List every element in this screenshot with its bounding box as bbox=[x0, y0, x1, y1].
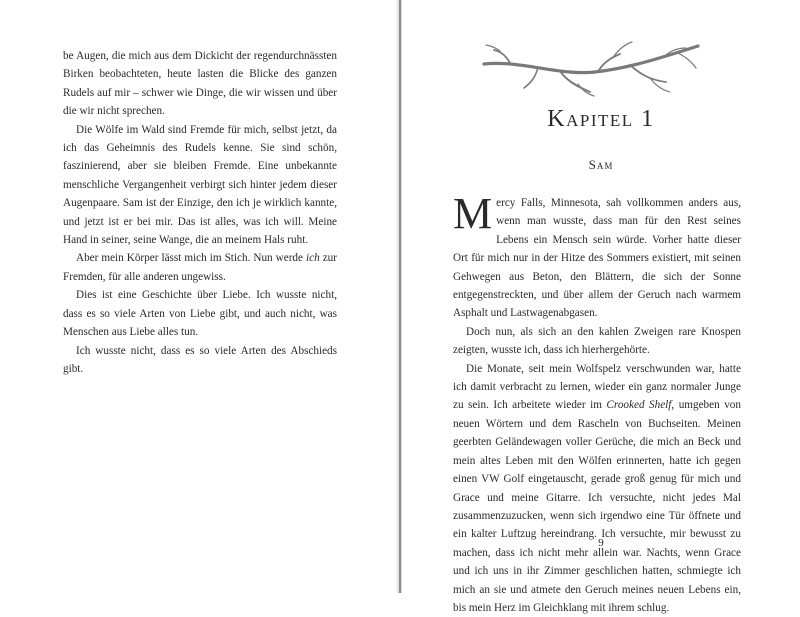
left-page-text bbox=[63, 47, 337, 378]
right-page-text bbox=[453, 189, 741, 617]
left-paragraph-3 bbox=[63, 249, 337, 286]
book-title-italic: Crooked Shelf bbox=[606, 399, 672, 412]
left-paragraph-3-suffix: zur Fremden, für alle anderen ungewiss. bbox=[63, 252, 337, 283]
right-paragraph-3-prefix: Die Monate, seit mein Wolfspelz verschwunden war, hatte ich damit verbracht zu lernen, wieder ein ganz normaler Junge zu sein. Ich arbeitete wieder im bbox=[453, 362, 741, 412]
page-number: 9 bbox=[598, 537, 604, 549]
right-paragraph-2: Doch nun, als sich an den kahlen Zweigen rare Knospen zeigten, wusste ich, dass ich hierhergehörte. bbox=[453, 325, 741, 357]
left-paragraph-3-prefix: Aber mein Körper lässt mich im Stich. Nun werde bbox=[76, 252, 307, 265]
right-paragraph-3-suffix: , umgeben von neuen Wörtern und dem Rascheln von Buchseiten. Meinen geerbten Geländewagen voller Gerüche, die mich an Beck und mein altes Leben mit den Wölfen erinnerten, hatte ich gegen einen VW Golf eingetauscht, gerade groß genug für mich und Grace und meine Gitarre. Ich versuchte, nicht jedes Mal zusammenzuzucken, wenn sich irgendwo eine Tür öffnete und ein kalter Luftzug hereindrang. Ich versuchte, mir bewusst zu machen, dass ich nicht mehr allein war. Nachts, wenn Grace und ich uns in ihr Zimmer geschlichen hatten, schmiegte ich mich an sie und atmete den Geruch meines neuen Lebens ein, bis mein Herz im Gleichklang mit ihrem schlug. bbox=[453, 399, 741, 614]
chapter-title: Kapitel 1 bbox=[547, 106, 655, 132]
branch-ornament-icon bbox=[480, 38, 702, 98]
left-page bbox=[0, 0, 398, 593]
left-paragraph-2: Die Wölfe im Wald sind Fremde für mich, selbst jetzt, da ich das Geheimnis des Rudels kenne. Sie sind schön, faszinierend, aber sie bleiben Fremde. Eine unbekannte menschliche Vergangenheit verbirgt sich hinter jedem dieser Augenpaare. Sam ist der Einzige, den ich je wirklich kannte, und jetzt ist er bei mir. Das ist alles, was ich will. Meine Hand in seiner, seine Wange, die an meinem Hals ruht. bbox=[63, 123, 337, 247]
left-paragraph-5: Ich wusste nicht, dass es so viele Arten des Abschieds gibt. bbox=[63, 344, 337, 375]
left-paragraph-4: Dies ist eine Geschichte über Liebe. Ich wusste nicht, dass es so viele Arten von Liebe gibt, und auch nicht, was Menschen aus Liebe alles tun. bbox=[63, 289, 337, 339]
right-paragraph-1 bbox=[453, 189, 741, 323]
right-page bbox=[402, 0, 800, 614]
drop-cap: M bbox=[453, 189, 493, 238]
right-paragraph-3 bbox=[453, 360, 741, 617]
chapter-narrator: Sam bbox=[588, 157, 614, 172]
left-paragraph-3-italic: ich bbox=[306, 252, 320, 265]
left-paragraph-1: be Augen, die mich aus dem Dickicht der regendurchnässten Birken beobachteten, heute lasten die Blicke des ganzen Rudels auf mir – schwer wie Dinge, die wir wissen und über die wir nicht sprechen. bbox=[63, 50, 337, 118]
right-paragraph-1-rest: ercy Falls, Minnesota, sah vollkommen anders aus, wenn man wusste, dass man für den Rest seines Lebens ein Mensch sein würde. Vorher hatte dieser Ort für mich nur in der Hitze des Sommers existiert, mit seinen Gehwegen aus Beton, den Blättern, die sich der Sonne entgegenstreckten, und über allem der Geruch nach warmem Asphalt und Lastwagenabgasen. bbox=[453, 197, 741, 320]
